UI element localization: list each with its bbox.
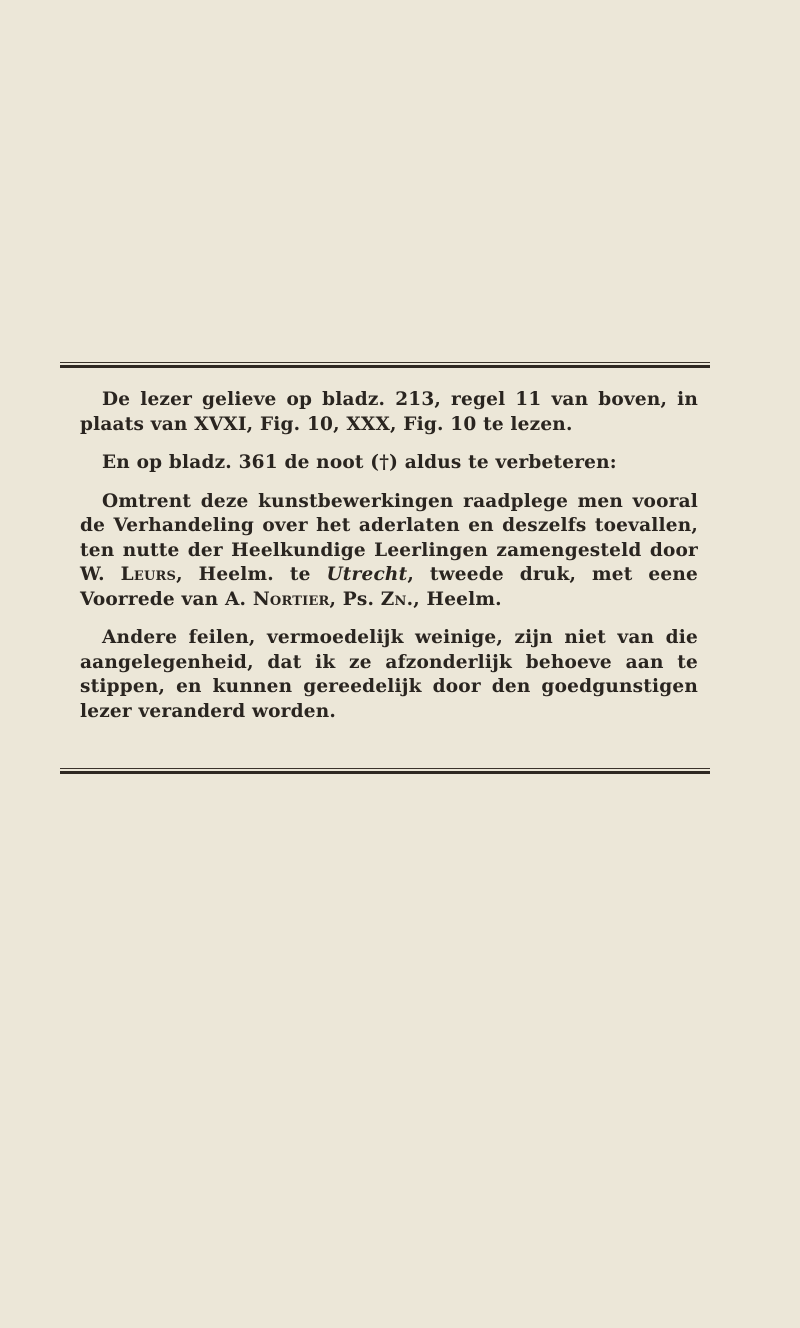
note-text-mid-1: , Heelm. te	[176, 564, 327, 585]
errata-text	[80, 388, 698, 738]
abbrev-zn: Zn.	[380, 588, 414, 610]
bottom-double-rule	[60, 768, 710, 774]
errata-paragraph-2: En op bladz. 361 de noot (†) aldus te verbeteren:	[102, 452, 617, 473]
rule-thin-line	[60, 768, 710, 769]
rule-thick-line	[60, 771, 710, 774]
place-utrecht: Utrecht	[326, 564, 408, 585]
note-text-end: , Heelm.	[413, 588, 502, 610]
errata-paragraph-3	[80, 490, 698, 613]
top-double-rule	[60, 362, 710, 368]
author-name-leurs: Leurs	[120, 564, 177, 585]
note-text-start: Omtrent deze kunstbewerkingen raadplege men vooral de Verhandeling over het aderlaten en deszelfs toevallen, ten nutte der Heelkundige Leerlingen zamengesteld door W.	[80, 490, 698, 585]
author-name-nortier: Nortier	[252, 588, 330, 610]
errata-paragraph-1: De lezer gelieve op bladz. 213, regel 11 van boven, in plaats van XVXI, Fig. 10, XXX, Fig. 10 te lezen.	[80, 389, 698, 435]
rule-thin-line	[60, 362, 710, 363]
note-text-mid-2: , tweede druk, met eene Voorrede van A.	[80, 564, 698, 610]
rule-thick-line	[60, 365, 710, 368]
note-text-mid-3: , Ps.	[329, 588, 381, 610]
errata-paragraph-4: Andere feilen, vermoedelijk weinige, zijn niet van die aangelegenheid, dat ik ze afzonderlijk behoeve aan te stippen, en kunnen gereedelijk door den goedgunstigen lezer veranderd worden.	[80, 627, 698, 722]
